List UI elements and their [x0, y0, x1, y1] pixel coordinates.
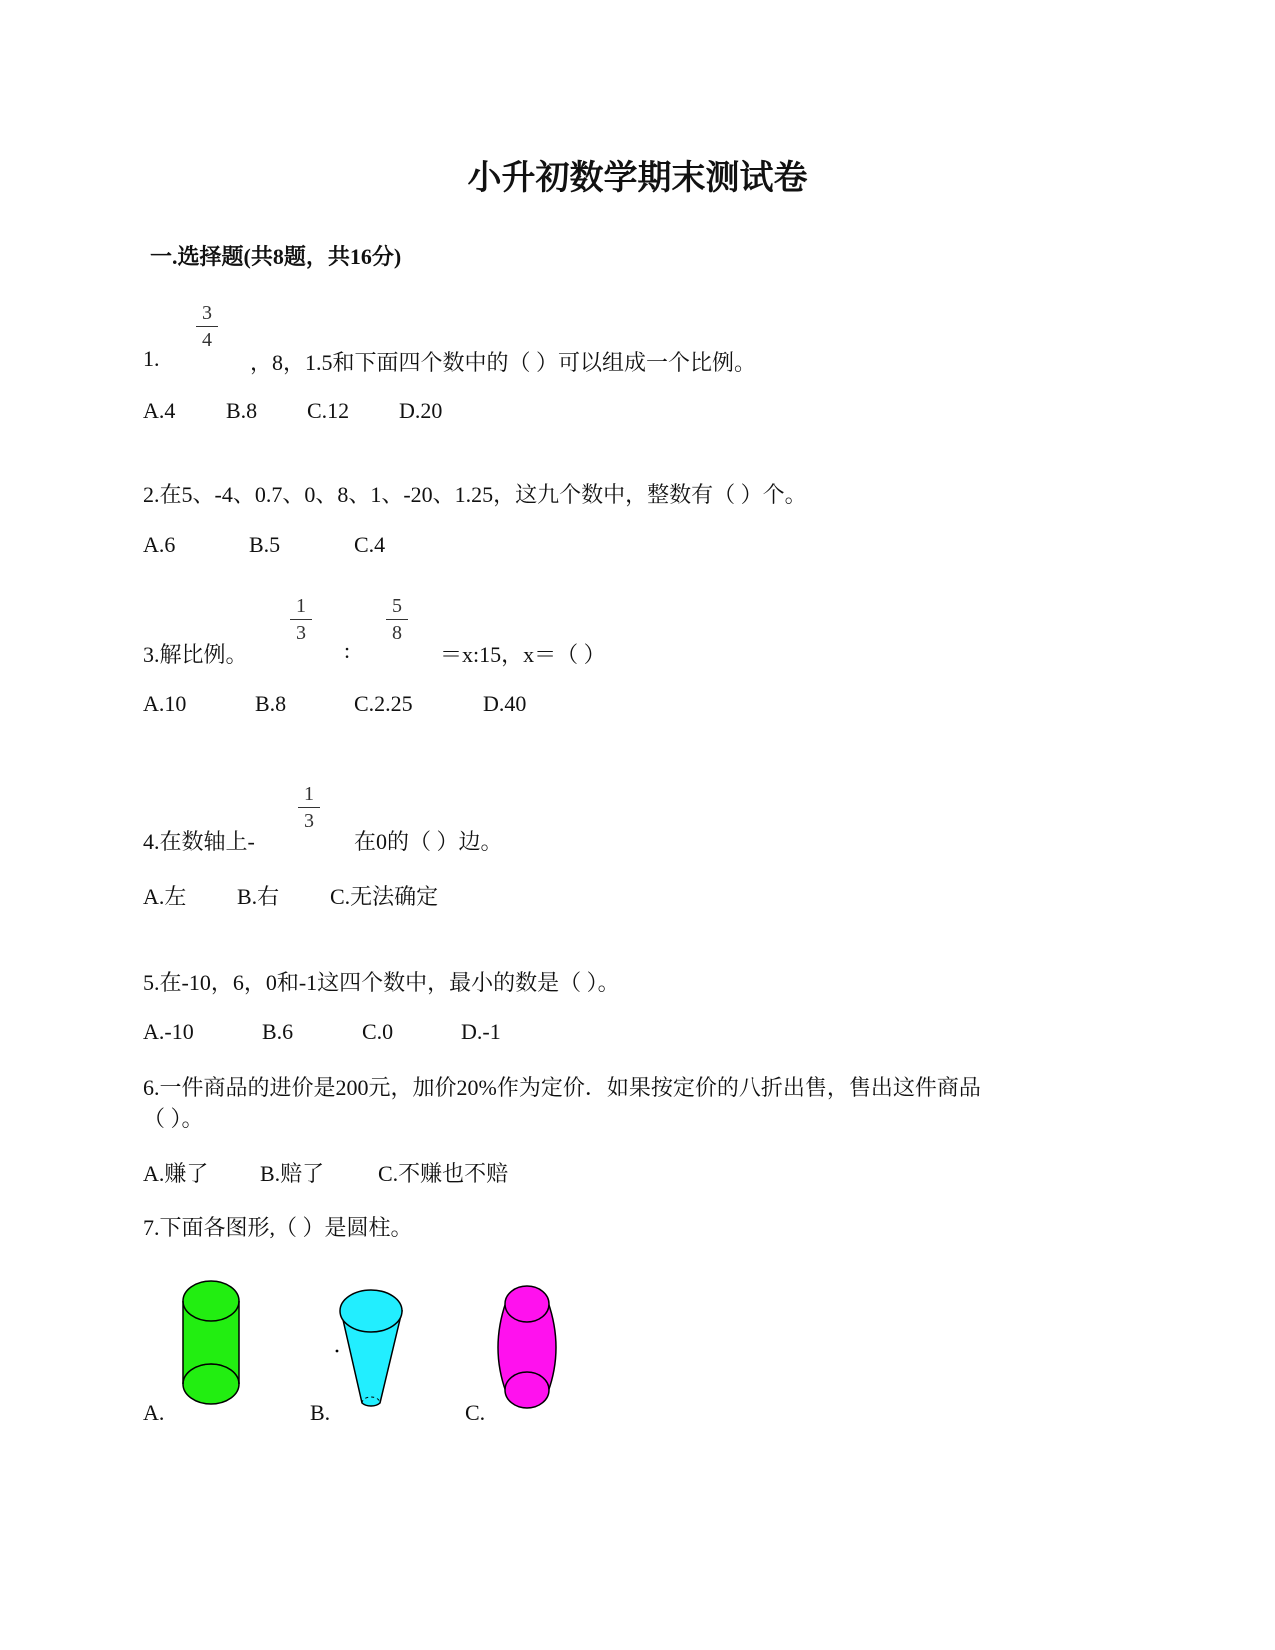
q4-option-b: B.右	[237, 884, 280, 909]
q4-prefix: 4.在数轴上-	[143, 829, 255, 854]
section-heading: 一.选择题(共8题，共16分)	[150, 244, 402, 269]
q5-option-a: A.-10	[143, 1019, 194, 1044]
q2-option-b: B.5	[249, 532, 281, 557]
q2-option-c: C.4	[354, 532, 386, 557]
q3-frac2-den: 8	[392, 622, 402, 644]
q7-option-c: C.	[465, 1400, 486, 1425]
q6-text-line2: （ ）。	[143, 1106, 204, 1131]
barrel-figure	[494, 1280, 560, 1416]
q3-option-d: D.40	[483, 691, 527, 716]
q6-option-c: C.不赚也不赔	[378, 1161, 509, 1186]
q3-fraction-2	[382, 595, 412, 644]
q5-option-d: D.-1	[461, 1019, 501, 1044]
q3-prefix: 3.解比例。	[143, 642, 248, 667]
q4-frac-num: 1	[304, 783, 314, 805]
q5-option-b: B.6	[262, 1019, 294, 1044]
q3-option-b: B.8	[255, 691, 287, 716]
q3-fraction-1	[286, 595, 316, 644]
q3-suffix: ＝x:15，x＝（ ）	[440, 642, 606, 667]
q7-text: 7.下面各图形,（ ）是圆柱。	[143, 1215, 413, 1240]
q5-text: 5.在-10，6，0和-1这四个数中，最小的数是（ ）。	[143, 970, 620, 995]
q6-option-a: A.赚了	[143, 1161, 209, 1186]
q7-option-b: B.	[310, 1400, 331, 1425]
q2-text: 2.在5、-4、0.7、0、8、1、-20、1.25，这九个数中，整数有（ ）个。	[143, 482, 807, 507]
q5-option-c: C.0	[362, 1019, 394, 1044]
q1-frac-num: 3	[202, 302, 212, 324]
cone-figure	[330, 1285, 410, 1415]
q4-suffix: 在0的（ ）边。	[354, 829, 503, 854]
q4-option-c: C.无法确定	[330, 884, 439, 909]
page-title: 小升初数学期末测试卷	[467, 160, 808, 197]
q1-fraction	[192, 302, 222, 351]
q4-frac-den: 3	[304, 810, 314, 832]
q1-option-c: C.12	[307, 398, 350, 423]
q4-fraction	[294, 783, 324, 832]
q1-number: 1.	[143, 346, 160, 371]
q3-frac2-num: 5	[392, 595, 402, 617]
q3-frac1-num: 1	[296, 595, 306, 617]
q3-frac1-den: 3	[296, 622, 306, 644]
q3-option-a: A.10	[143, 691, 187, 716]
q1-frac-den: 4	[202, 329, 212, 351]
q2-option-a: A.6	[143, 532, 176, 557]
q1-option-d: D.20	[399, 398, 443, 423]
q6-option-b: B.赔了	[260, 1161, 325, 1186]
q6-text-line1: 6.一件商品的进价是200元，加价20%作为定价．如果按定价的八折出售，售出这件商品	[143, 1075, 981, 1100]
q1-option-b: B.8	[226, 398, 258, 423]
q3-option-c: C.2.25	[354, 691, 413, 716]
q1-text: ，8，1.5和下面四个数中的（ ）可以组成一个比例。	[250, 350, 757, 375]
q4-option-a: A.左	[143, 884, 187, 909]
q1-option-a: A.4	[143, 398, 176, 423]
cylinder-figure	[178, 1274, 244, 1410]
q3-colon: :	[344, 638, 351, 663]
q7-option-a: A.	[143, 1400, 165, 1425]
